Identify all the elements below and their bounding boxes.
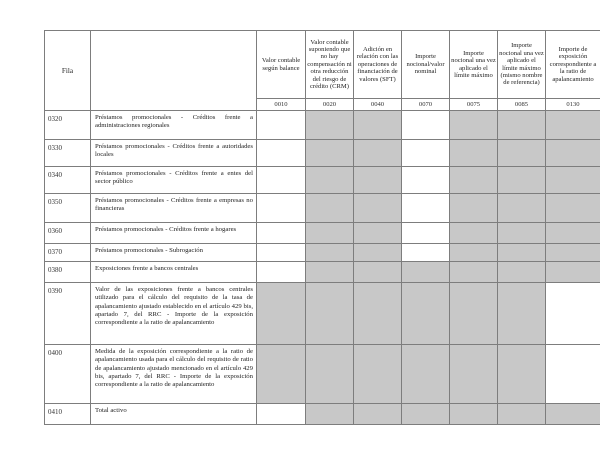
input-cell[interactable] xyxy=(257,223,306,244)
shaded-cell xyxy=(450,167,498,194)
shaded-cell xyxy=(354,283,402,345)
shaded-cell xyxy=(354,223,402,244)
input-cell[interactable] xyxy=(257,194,306,223)
row-label: Valor de las exposiciones frente a bancos centrales utilizado para el cálculo del requisito de la tasa de apalancamiento ajustado establecido en el artículo 429 bis, apartado 7, del RRC - Importe de la exposición correspondiente a la ratio de apalancamiento xyxy=(91,283,257,345)
row-code: 0350 xyxy=(45,194,91,223)
column-code: 0020 xyxy=(306,99,354,111)
shaded-cell xyxy=(450,223,498,244)
input-cell[interactable] xyxy=(546,345,600,404)
shaded-cell xyxy=(257,283,306,345)
shaded-cell xyxy=(450,262,498,283)
header-row xyxy=(45,31,600,99)
shaded-cell xyxy=(546,244,600,262)
shaded-cell xyxy=(498,244,546,262)
shaded-cell xyxy=(306,140,354,167)
row-code: 0410 xyxy=(45,404,91,425)
shaded-cell xyxy=(450,140,498,167)
shaded-cell xyxy=(402,262,450,283)
shaded-cell xyxy=(546,167,600,194)
input-cell[interactable] xyxy=(402,223,450,244)
column-header: Importe nocional/valor nominal xyxy=(402,31,450,99)
column-header: Importe nocional una vez aplicado el límite máximo (mismo nombre de referencia) xyxy=(498,31,546,99)
shaded-cell xyxy=(546,223,600,244)
row-code: 0360 xyxy=(45,223,91,244)
row-code: 0390 xyxy=(45,283,91,345)
table-row xyxy=(45,262,600,283)
shaded-cell xyxy=(450,244,498,262)
shaded-cell xyxy=(306,345,354,404)
input-cell[interactable] xyxy=(257,262,306,283)
column-code: 0040 xyxy=(354,99,402,111)
column-code: 0085 xyxy=(498,99,546,111)
column-code: 0070 xyxy=(402,99,450,111)
table-row xyxy=(45,167,600,194)
shaded-cell xyxy=(354,345,402,404)
column-code: 0010 xyxy=(257,99,306,111)
row-code: 0370 xyxy=(45,244,91,262)
row-code: 0380 xyxy=(45,262,91,283)
shaded-cell xyxy=(306,194,354,223)
row-label: Exposiciones frente a bancos centrales xyxy=(91,262,257,283)
shaded-cell xyxy=(306,262,354,283)
shaded-cell xyxy=(450,111,498,140)
shaded-cell xyxy=(354,140,402,167)
shaded-cell xyxy=(498,404,546,425)
row-label: Medida de la exposición correspondiente a la ratio de apalancamiento usada para el cálculo del requisito de ratio de apalancamiento ajustado mencionado en el artículo 429 bis, apartado 7, del RRC - Importe de la exposición correspondiente a la ratio de apalancamiento xyxy=(91,345,257,404)
shaded-cell xyxy=(402,404,450,425)
row-label: Total activo xyxy=(91,404,257,425)
shaded-cell xyxy=(450,345,498,404)
row-label: Préstamos promocionales - Créditos frente a entes del sector público xyxy=(91,167,257,194)
input-cell[interactable] xyxy=(257,244,306,262)
table-row xyxy=(45,345,600,404)
shaded-cell xyxy=(498,111,546,140)
input-cell[interactable] xyxy=(402,140,450,167)
shaded-cell xyxy=(306,223,354,244)
table-row xyxy=(45,244,600,262)
shaded-cell xyxy=(402,283,450,345)
input-cell[interactable] xyxy=(257,167,306,194)
column-header: Importe de exposición correspondiente a la ratio de apalancamiento xyxy=(546,31,600,99)
shaded-cell xyxy=(498,283,546,345)
shaded-cell xyxy=(498,140,546,167)
table-row xyxy=(45,223,600,244)
shaded-cell xyxy=(306,111,354,140)
label-header-blank xyxy=(91,31,257,111)
shaded-cell xyxy=(354,194,402,223)
shaded-cell xyxy=(257,345,306,404)
shaded-cell xyxy=(450,404,498,425)
shaded-cell xyxy=(546,404,600,425)
shaded-cell xyxy=(354,262,402,283)
table-row xyxy=(45,140,600,167)
shaded-cell xyxy=(306,404,354,425)
row-code: 0400 xyxy=(45,345,91,404)
shaded-cell xyxy=(546,262,600,283)
fila-header: Fila xyxy=(45,31,91,111)
shaded-cell xyxy=(354,167,402,194)
row-label: Préstamos promocionales - Créditos frente a autoridades locales xyxy=(91,140,257,167)
row-code: 0340 xyxy=(45,167,91,194)
column-header: Adición en relación con las operaciones de financiación de valores (SFT) xyxy=(354,31,402,99)
table-row xyxy=(45,283,600,345)
shaded-cell xyxy=(498,194,546,223)
shaded-cell xyxy=(450,283,498,345)
input-cell[interactable] xyxy=(257,140,306,167)
shaded-cell xyxy=(498,167,546,194)
table-row xyxy=(45,194,600,223)
input-cell[interactable] xyxy=(402,244,450,262)
shaded-cell xyxy=(546,140,600,167)
column-header: Valor contable según balance xyxy=(257,31,306,99)
shaded-cell xyxy=(546,194,600,223)
shaded-cell xyxy=(354,404,402,425)
input-cell[interactable] xyxy=(257,111,306,140)
column-header: Importe nocional una vez aplicado el límite máximo xyxy=(450,31,498,99)
table-row xyxy=(45,111,600,140)
row-label: Préstamos promocionales - Subrogación xyxy=(91,244,257,262)
shaded-cell xyxy=(450,194,498,223)
shaded-cell xyxy=(498,223,546,244)
shaded-cell xyxy=(306,244,354,262)
row-label: Préstamos promocionales - Créditos frente a empresas no financieras xyxy=(91,194,257,223)
leverage-ratio-table xyxy=(44,30,600,425)
input-cell[interactable] xyxy=(546,283,600,345)
input-cell[interactable] xyxy=(402,167,450,194)
column-header: Valor contable suponiendo que no hay compensación ni otra reducción del riesgo de crédito (CRM) xyxy=(306,31,354,99)
shaded-cell xyxy=(306,167,354,194)
shaded-cell xyxy=(546,111,600,140)
shaded-cell xyxy=(498,345,546,404)
table-row xyxy=(45,404,600,425)
shaded-cell xyxy=(498,262,546,283)
input-cell[interactable] xyxy=(402,194,450,223)
row-label: Préstamos promocionales - Créditos frente a administraciones regionales xyxy=(91,111,257,140)
shaded-cell xyxy=(402,345,450,404)
shaded-cell xyxy=(306,283,354,345)
row-label: Préstamos promocionales - Créditos frente a hogares xyxy=(91,223,257,244)
column-code: 0075 xyxy=(450,99,498,111)
row-code: 0320 xyxy=(45,111,91,140)
input-cell[interactable] xyxy=(257,404,306,425)
column-code: 0130 xyxy=(546,99,600,111)
row-code: 0330 xyxy=(45,140,91,167)
shaded-cell xyxy=(354,244,402,262)
input-cell[interactable] xyxy=(402,111,450,140)
shaded-cell xyxy=(354,111,402,140)
